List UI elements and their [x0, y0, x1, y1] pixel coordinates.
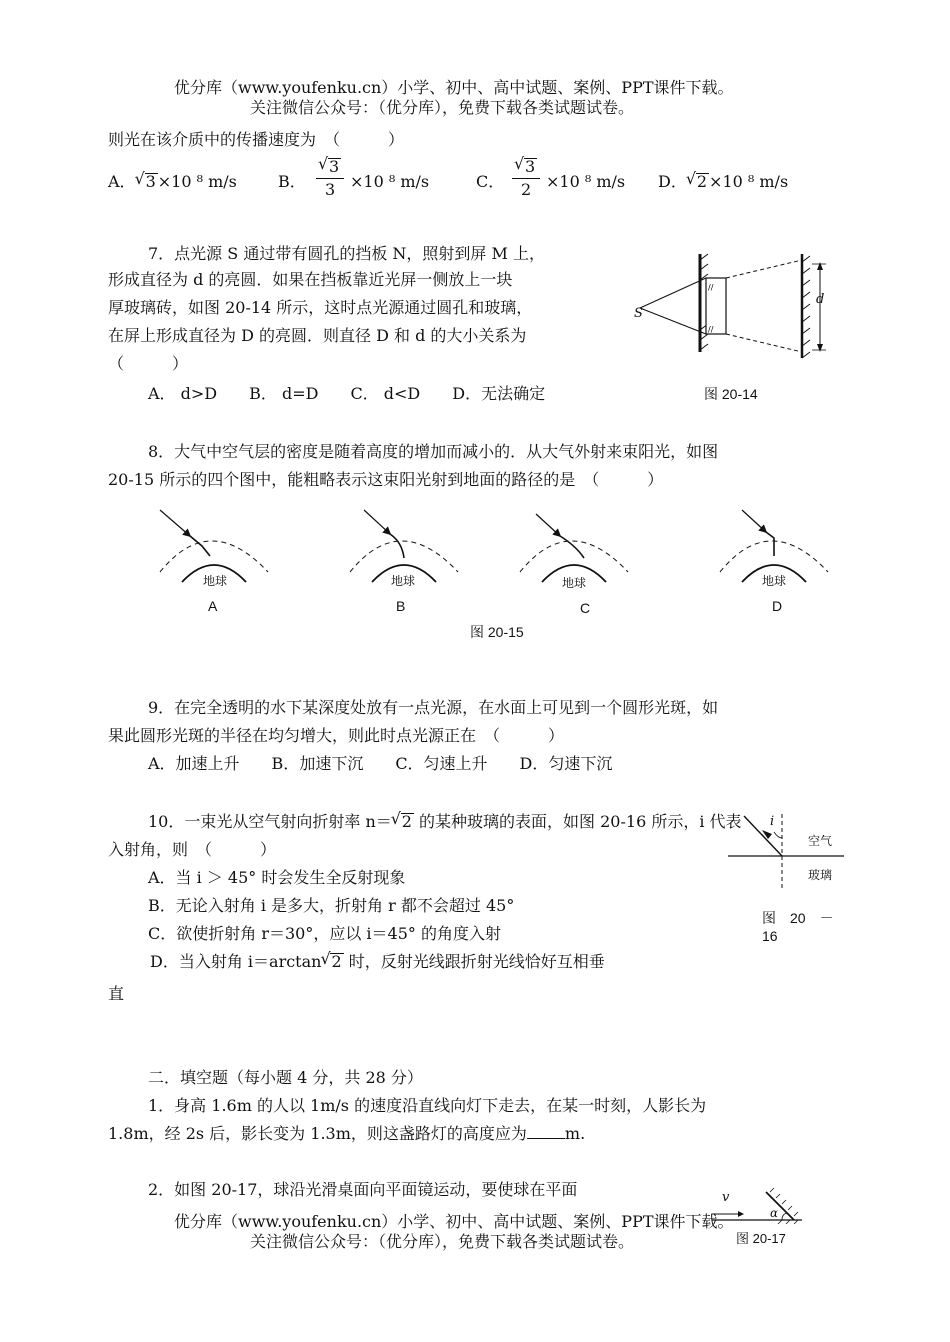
- q6-option-b-frac: √ $\frac{3}{3}$: [316, 156, 344, 201]
- answer-blank[interactable]: [527, 1124, 565, 1139]
- q6-option-b-label: B．: [278, 172, 306, 191]
- fig-20-16-caption-2: 16: [762, 928, 778, 944]
- fig-20-15-label-b: B: [396, 598, 406, 614]
- fig-20-15-label-c: C: [580, 600, 591, 616]
- fig-20-15-earth-b: 地球: [391, 574, 416, 588]
- q10-option-d-cont: 直: [108, 984, 125, 1003]
- fig-20-17-caption: 图 20-17: [736, 1231, 786, 1246]
- fig-20-15-earth-d: 地球: [762, 574, 787, 588]
- q6-stem: 则光在该介质中的传播速度为 （ ）: [108, 130, 405, 149]
- q6-option-c-unit: ×10 ⁸ m/s: [546, 172, 626, 191]
- q9-options: A．加速上升 B．加速下沉 C．匀速上升 D．匀速下沉: [148, 754, 613, 773]
- q10-option-d: D．当入射角 i＝arctan√ 2 时，反射光线跟折射光线恰好互相垂: [150, 952, 605, 972]
- q9-line-2: 果此圆形光斑的半径在均匀增大，则此时点光源正在 （ ）: [108, 726, 565, 745]
- fig-20-17-alpha-label: α: [770, 1206, 779, 1220]
- q6-option-d: D．√ 2 ×10 ⁸ m/s: [658, 172, 788, 192]
- q6-option-c-frac: √ $\frac{3}{2}$: [512, 156, 540, 201]
- q10-line-2: 入射角，则 （ ）: [108, 840, 277, 859]
- q10-option-b: B．无论入射角 i 是多大，折射角 r 都不会超过 45°: [148, 896, 515, 915]
- q8-line-1: 8．大气中空气层的密度是随着高度的增加而减小的．从大气外射来束阳光，如图: [148, 442, 719, 461]
- fig-20-15-earth-a: 地球: [203, 574, 228, 588]
- svg-text://: //: [708, 283, 714, 292]
- q9-line-1: 9．在完全透明的水下某深度处放有一点光源，在水面上可见到一个圆形光斑，如: [148, 698, 719, 717]
- header-line-1: 优分库（www.youfenku.cn）小学、初中、高中试题、案例、PPT课件下载。: [174, 78, 734, 97]
- svg-text://: //: [708, 325, 714, 334]
- s2-q1-line-2: 1.8m，经 2s 后，影长变为 1.3m，则这盏路灯的高度应为 m.: [108, 1124, 586, 1143]
- q6-option-b-unit: ×10 ⁸ m/s: [350, 172, 430, 191]
- fig-20-16-air: 空气: [808, 834, 833, 848]
- q10-option-a: A．当 i ＞ 45° 时会发生全反射现象: [148, 868, 406, 887]
- s2-q2-line-1: 2．如图 20-17，球沿光滑桌面向平面镜运动，要使球在平面: [148, 1180, 578, 1199]
- fig-20-14-caption: 图 20-14: [704, 386, 758, 402]
- fig-20-16-i-label: i: [770, 814, 775, 829]
- fig-20-15-panel-c: [520, 514, 628, 582]
- fig-20-16-caption-1: 图 20 －: [762, 910, 834, 926]
- fig-20-16-glass: 玻璃: [808, 868, 833, 882]
- figure-20-14: [630, 250, 830, 380]
- fig-20-14-s-label: S: [634, 306, 643, 321]
- fig-20-15-label-a: A: [208, 598, 218, 614]
- q8-line-2: 20-15 所示的四个图中，能粗略表示这束阳光射到地面的路径的是 （ ）: [108, 470, 664, 489]
- q10-option-c: C．欲使折射角 r＝30°，应以 i＝45° 的角度入射: [148, 924, 501, 943]
- q7-line-2: 形成直径为 d 的亮圆．如果在挡板靠近光屏一侧放上一块: [108, 270, 513, 289]
- q7-line-3: 厚玻璃砖，如图 20-14 所示，这时点光源通过圆孔和玻璃，: [108, 298, 533, 317]
- footer-line-2: 关注微信公众号：（优分库），免费下载各类试题试卷。: [250, 1232, 635, 1251]
- footer-line-1: 优分库（www.youfenku.cn）小学、初中、高中试题、案例、PPT课件下载。: [174, 1212, 734, 1231]
- fig-20-14-d-label: d: [816, 292, 825, 307]
- fig-20-15-earth-c: 地球: [562, 576, 587, 590]
- s2-q1-line-1: 1．身高 1.6m 的人以 1m/s 的速度沿直线向灯下走去，在某一时刻，人影长为: [148, 1096, 707, 1115]
- q7-options: A． d>D B． d=D C． d<D D．无法确定: [148, 384, 546, 403]
- fig-20-15-label-d: D: [772, 598, 783, 614]
- section2-title: 二．填空题（每小题 4 分，共 28 分）: [148, 1068, 423, 1087]
- header-line-2: 关注微信公众号：（优分库），免费下载各类试题试卷。: [250, 98, 635, 117]
- q7-line-4: 在屏上形成直径为 D 的亮圆．则直径 D 和 d 的大小关系为: [108, 326, 527, 345]
- q10-line-1: 10．一束光从空气射向折射率 n＝√ 2 的某种玻璃的表面，如图 20-16 所示，i 代表: [148, 812, 742, 832]
- q6-option-a: A．√ 3 ×10 ⁸ m/s: [108, 172, 237, 192]
- fig-20-17-v-label: v: [722, 1190, 730, 1205]
- fig-20-15-caption: 图 20-15: [470, 624, 524, 640]
- q7-line-1: 7．点光源 S 通过带有圆孔的挡板 N，照射到屏 M 上，: [148, 244, 545, 263]
- q7-line-5: （ ）: [108, 354, 189, 373]
- q6-option-c-label: C．: [476, 172, 505, 191]
